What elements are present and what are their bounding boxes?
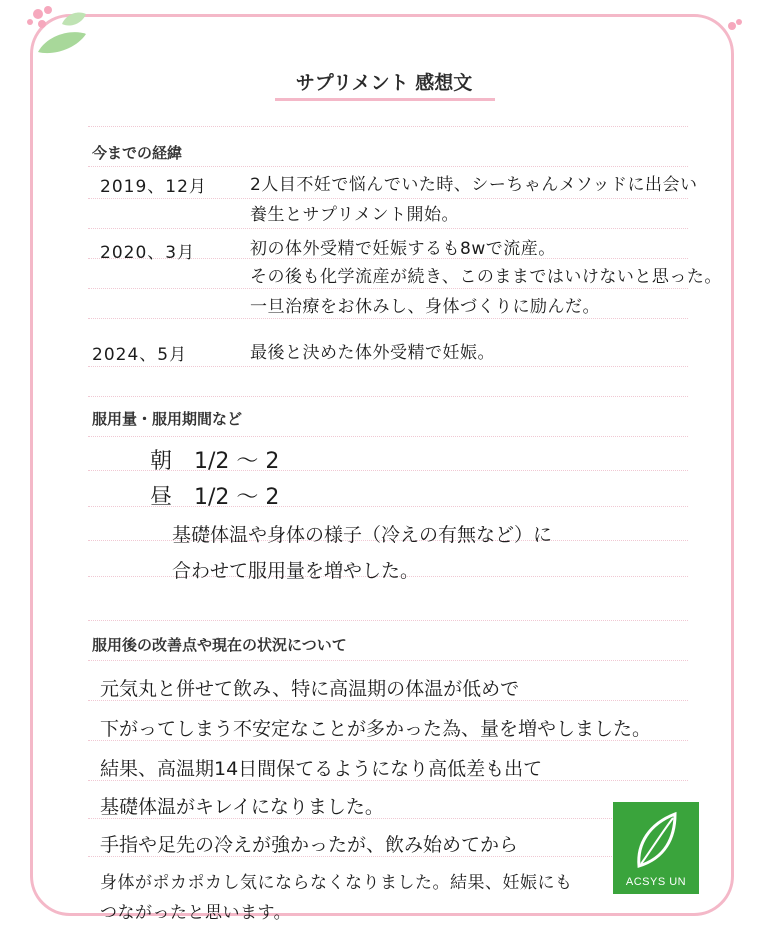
leaf-decoration-icon bbox=[18, 4, 88, 60]
acsys-un-logo bbox=[613, 802, 699, 894]
results-line: つながったと思います。 bbox=[100, 903, 292, 923]
guide-line bbox=[88, 198, 688, 199]
guide-line bbox=[88, 660, 688, 661]
guide-line bbox=[88, 126, 688, 127]
title-underline bbox=[275, 98, 495, 101]
guide-line bbox=[88, 436, 688, 437]
leaf-logo-icon bbox=[631, 810, 681, 870]
results-heading: 服用後の改善点や現在の状況について bbox=[92, 636, 347, 654]
results-line: 基礎体温がキレイになりました。 bbox=[100, 796, 384, 818]
guide-line bbox=[88, 288, 688, 289]
history-line: 2人目不妊で悩んでいた時、シーちゃんメソッドに出会い bbox=[250, 175, 698, 195]
dosage-heading: 服用量・服用期間など bbox=[92, 410, 243, 428]
dosage-noon: 昼 1/2 〜 2 bbox=[150, 485, 280, 510]
results-line: 下がってしまう不安定なことが多かった為、量を増やしました。 bbox=[100, 718, 652, 740]
history-date: 2020、3月 bbox=[100, 243, 196, 263]
history-heading: 今までの経緯 bbox=[92, 144, 183, 162]
dosage-note-line: 合わせて服用量を増やした。 bbox=[172, 560, 420, 582]
petal-decoration-icon bbox=[724, 14, 746, 36]
dosage-morning: 朝 1/2 〜 2 bbox=[150, 449, 280, 474]
guide-line bbox=[88, 318, 688, 319]
history-date: 2019、12月 bbox=[100, 177, 207, 197]
guide-line bbox=[88, 620, 688, 621]
results-line: 身体がポカポカし気にならなくなりました。結果、妊娠にも bbox=[100, 873, 573, 893]
history-line: 養生とサプリメント開始。 bbox=[250, 205, 459, 225]
results-line: 元気丸と併せて飲み、特に高温期の体温が低めで bbox=[100, 678, 520, 700]
page-title: サプリメント 感想文 bbox=[295, 72, 473, 94]
history-line: 一旦治療をお休みし、身体づくりに励んだ。 bbox=[250, 297, 600, 317]
history-date: 2024、5月 bbox=[92, 345, 188, 365]
guide-line bbox=[88, 366, 688, 367]
history-line: 最後と決めた体外受精で妊娠。 bbox=[250, 343, 495, 363]
history-line: 初の体外受精で妊娠するも8wで流産。 bbox=[250, 239, 556, 259]
guide-line bbox=[88, 228, 688, 229]
dosage-note-line: 基礎体温や身体の様子（冷えの有無など）に bbox=[172, 524, 553, 546]
guide-line bbox=[88, 166, 688, 167]
results-line: 手指や足先の冷えが強かったが、飲み始めてから bbox=[100, 834, 519, 856]
logo-text: ACSYS UN bbox=[625, 876, 687, 888]
history-line: その後も化学流産が続き、このままではいけないと思った。 bbox=[250, 267, 722, 287]
results-line: 結果、高温期14日間保てるようになり高低差も出て bbox=[100, 758, 543, 780]
guide-line bbox=[88, 396, 688, 397]
